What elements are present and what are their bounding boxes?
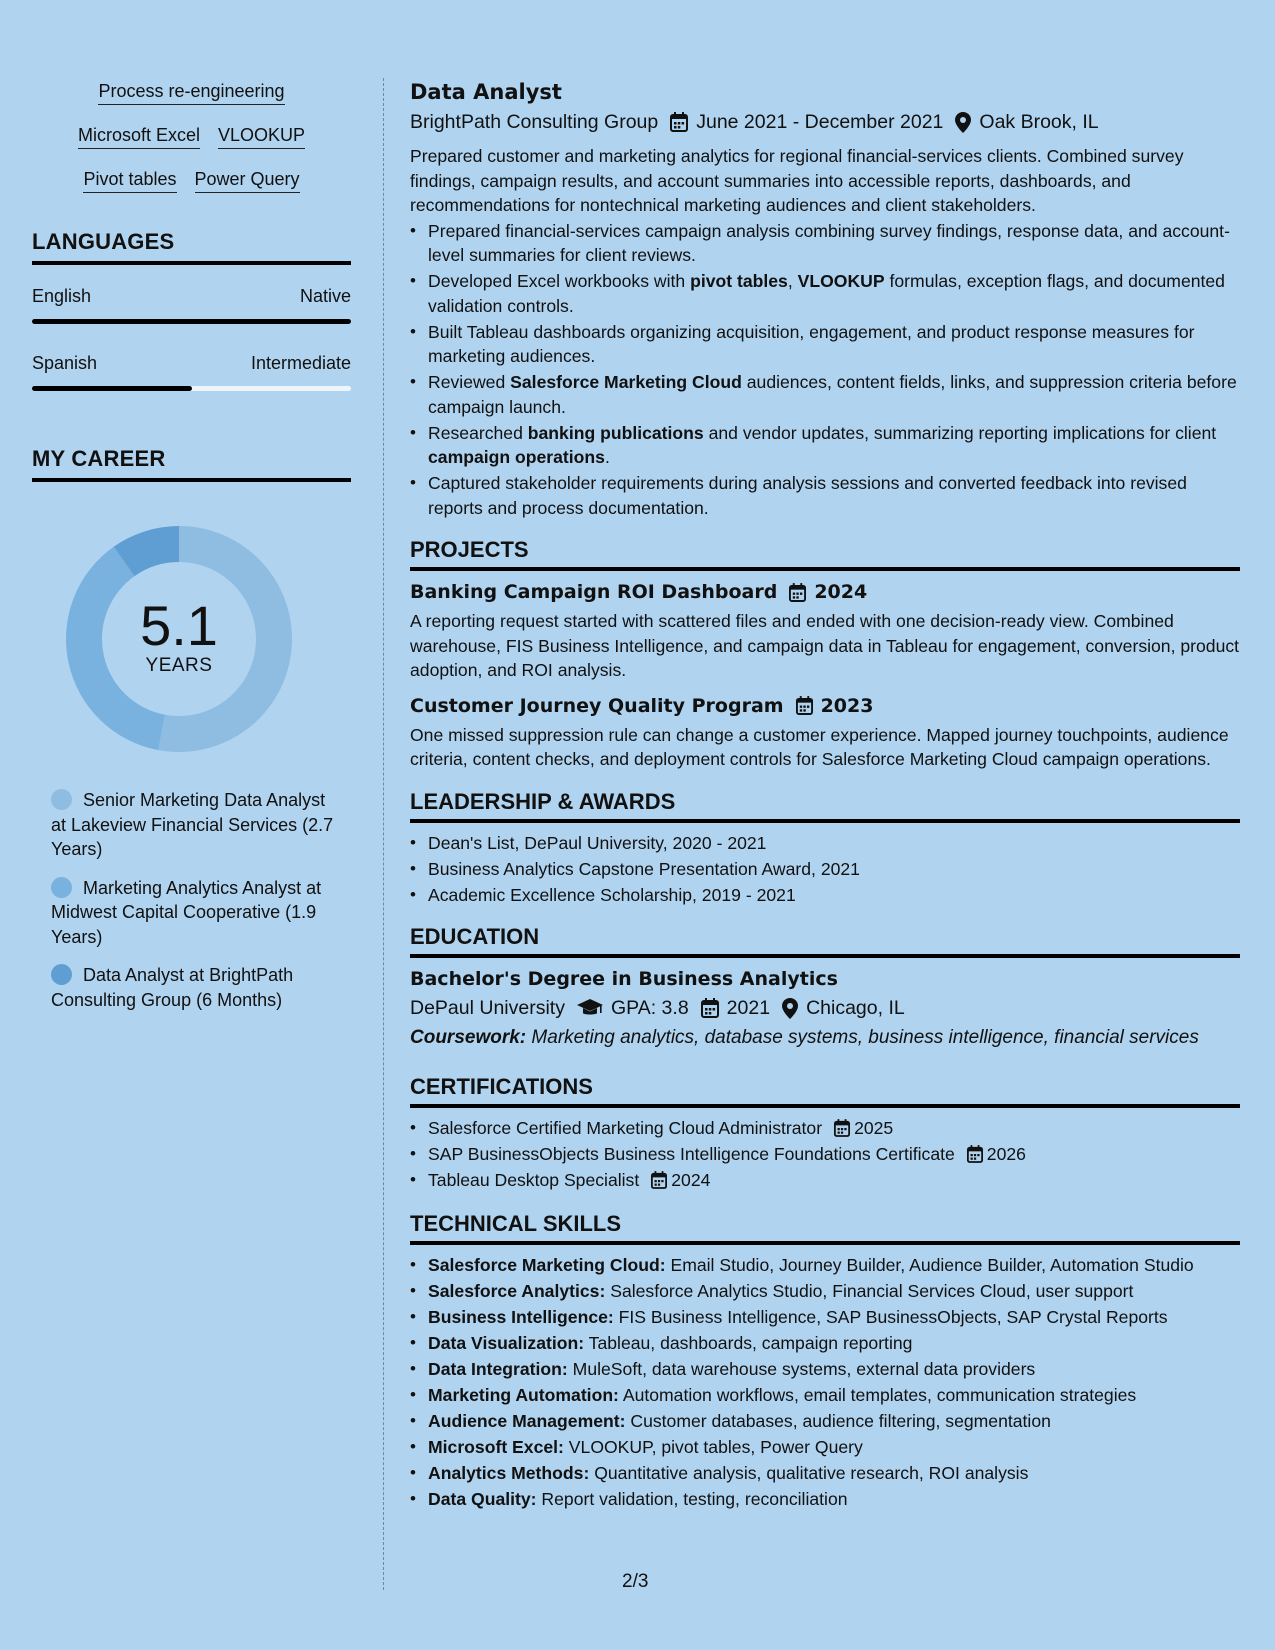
skill-values: Report validation, testing, reconciliation	[536, 1489, 848, 1509]
skill-tag: Power Query	[195, 168, 300, 193]
certification-item	[410, 1116, 1240, 1141]
language-proficiency-fill	[32, 319, 351, 324]
language-item	[32, 352, 351, 391]
skill-values: MuleSoft, data warehouse systems, external data providers	[567, 1359, 1036, 1379]
project-title: Banking Campaign ROI Dashboard	[410, 581, 778, 603]
certifications-heading: CERTIFICATIONS	[410, 1073, 1240, 1108]
skill-values: FIS Business Intelligence, SAP BusinessObjects, SAP Crystal Reports	[613, 1307, 1168, 1327]
leadership-item: • Academic Excellence Scholarship, 2019 - 2021	[410, 883, 1240, 908]
technical-skill-item	[410, 1435, 1240, 1460]
bullet-text: Developed Excel workbooks with	[428, 271, 691, 291]
career-legend-text: Senior Marketing Data Analyst at Lakeview Financial Services (2.7 Years)	[51, 790, 334, 859]
bullet-emphasis: campaign operations	[428, 447, 605, 467]
gpa: GPA: 3.8	[610, 997, 689, 1019]
location-pin-icon	[782, 998, 798, 1019]
job-summary: Prepared customer and marketing analytics for regional financial-services clients. Combined survey findings, campaign results, and account summaries into accessible reports, dashboards, and recommendations for nontechnical marketing audiences and client stakeholders.	[410, 146, 1184, 215]
column-divider	[383, 78, 384, 1590]
job-bullet	[410, 219, 1240, 268]
career-total-unit: YEARS	[145, 655, 213, 676]
project-year: 2024	[814, 581, 868, 603]
skill-tag: Process re-engineering	[98, 80, 284, 105]
skill-category: Microsoft Excel:	[428, 1437, 564, 1457]
career-heading: MY CAREER	[32, 446, 351, 482]
legend-dot-icon	[51, 877, 72, 898]
skill-tag: Microsoft Excel	[78, 124, 200, 149]
skill-values: VLOOKUP, pivot tables, Power Query	[563, 1437, 863, 1457]
calendar-icon	[651, 1171, 667, 1189]
job-title: Data Analyst	[410, 80, 562, 104]
language-name: Spanish	[32, 353, 98, 373]
company-name: BrightPath Consulting Group	[410, 111, 659, 133]
certification-year: 2024	[671, 1169, 711, 1190]
technical-skill-item	[410, 1461, 1240, 1486]
language-level: Native	[299, 286, 351, 306]
leadership-heading: LEADERSHIP & AWARDS	[410, 788, 1240, 823]
education-meta	[410, 994, 1240, 1022]
job-bullet	[410, 370, 1240, 419]
coursework-text: Marketing analytics, database systems, business intelligence, financial services	[526, 1027, 1199, 1048]
bullet-text: Built Tableau dashboards organizing acquisition, engagement, and product response measures for marketing audiences.	[428, 321, 1195, 366]
language-proficiency-bar	[32, 319, 351, 324]
education-location: Chicago, IL	[806, 997, 905, 1019]
tag-row	[32, 124, 351, 149]
projects-heading: PROJECTS	[410, 536, 1240, 571]
technical-skill-item	[410, 1487, 1240, 1512]
technical-skill-item	[410, 1305, 1240, 1330]
skill-category: Salesforce Marketing Cloud:	[428, 1255, 666, 1275]
bullet-text: Reviewed	[428, 372, 511, 392]
certification-item	[410, 1168, 1240, 1193]
technical-skills-list	[410, 1253, 1240, 1512]
technical-skills-heading: TECHNICAL SKILLS	[410, 1210, 1240, 1245]
skill-category: Marketing Automation:	[428, 1385, 619, 1405]
coursework-label: Coursework:	[410, 1027, 527, 1048]
bullet-text: formulas, exception flags, and documented validation controls.	[428, 271, 1225, 316]
bullet-emphasis: Salesforce Marketing Cloud	[510, 372, 742, 392]
sidebar	[32, 80, 351, 1026]
graduation-cap-icon	[577, 999, 603, 1017]
career-legend-item	[51, 788, 341, 862]
skill-values: Email Studio, Journey Builder, Audience Builder, Automation Studio	[665, 1255, 1194, 1275]
career-legend-item	[51, 963, 341, 1012]
career-total-years: 5.1	[140, 594, 218, 657]
leadership-list	[410, 831, 1240, 908]
page-number: 2/3	[622, 1571, 649, 1592]
job-bullet	[410, 421, 1240, 470]
donut-center	[66, 526, 292, 752]
bullet-text: Captured stakeholder requirements during analysis sessions and converted feedback into revised reports and process documentation.	[428, 473, 1187, 518]
job-location: Oak Brook, IL	[979, 111, 1099, 133]
leadership-item: • Dean's List, DePaul University, 2020 - 2021	[410, 831, 1240, 856]
project-item	[410, 693, 1240, 772]
language-proficiency-bar	[32, 386, 351, 391]
career-legend-text: Marketing Analytics Analyst at Midwest Capital Cooperative (1.9 Years)	[51, 877, 322, 947]
certifications-list	[410, 1116, 1240, 1193]
career-legend-item	[51, 876, 341, 950]
calendar-icon	[789, 583, 806, 602]
bullet-emphasis: VLOOKUP	[797, 271, 885, 291]
technical-skill-item	[410, 1383, 1240, 1408]
bullet-text: Prepared financial-services campaign analysis combining survey findings, response data, and account-level summaries for client reviews.	[428, 220, 1230, 265]
coursework	[410, 1026, 1240, 1051]
skill-category: Business Intelligence:	[428, 1307, 614, 1327]
job-bullet	[410, 269, 1240, 318]
bullet-text: Researched	[428, 422, 528, 443]
calendar-icon	[701, 998, 719, 1018]
location-pin-icon	[955, 112, 971, 133]
skill-tags	[32, 80, 351, 193]
leadership-item: • Business Analytics Capstone Presentation Award, 2021	[410, 857, 1240, 882]
certification-name: • Salesforce Certified Marketing Cloud Administrator	[428, 1117, 823, 1138]
graduation-year: 2021	[726, 997, 771, 1019]
skill-category: Audience Management:	[428, 1411, 626, 1431]
tag-row	[32, 168, 351, 193]
technical-skill-item	[410, 1409, 1240, 1434]
skill-values: Customer databases, audience filtering, segmentation	[625, 1411, 1051, 1431]
skill-values: Tableau, dashboards, campaign reporting	[584, 1333, 913, 1353]
job-bullet	[410, 471, 1240, 520]
language-item	[32, 285, 351, 324]
calendar-icon	[796, 696, 813, 715]
skill-values: Automation workflows, email templates, communication strategies	[618, 1385, 1137, 1405]
certification-item	[410, 1142, 1240, 1167]
certification-name: • SAP BusinessObjects Business Intelligence Foundations Certificate	[428, 1143, 955, 1164]
certification-name: • Tableau Desktop Specialist	[428, 1169, 640, 1190]
job-meta	[410, 108, 1240, 136]
skill-tag: VLOOKUP	[218, 124, 305, 149]
bullet-emphasis: pivot tables	[690, 271, 788, 291]
bullet-text: and vendor updates, summarizing reporting implications for client	[703, 422, 1217, 443]
skill-tag: Pivot tables	[83, 168, 176, 193]
technical-skill-item	[410, 1331, 1240, 1356]
certification-year: 2026	[986, 1143, 1026, 1164]
project-description: A reporting request started with scattered files and ended with one decision-ready view. Combined warehouse, FIS Business Intelligence, and campaign data in Tableau for engagement, conversion, product adoption, and ROI analysis.	[410, 611, 1240, 680]
project-description: One missed suppression rule can change a customer experience. Mapped journey touchpoints, audience criteria, content checks, and deployment controls for Salesforce Marketing Cloud campaign operations.	[410, 724, 1229, 769]
calendar-icon	[967, 1145, 983, 1163]
project-year: 2023	[820, 694, 874, 717]
skill-category: Data Integration:	[428, 1359, 568, 1379]
certification-year: 2025	[854, 1117, 894, 1138]
skill-category: Data Visualization:	[428, 1333, 585, 1353]
calendar-icon	[834, 1119, 850, 1137]
job-bullet	[410, 320, 1240, 369]
bullet-emphasis: banking publications	[527, 422, 704, 443]
technical-skill-item	[410, 1279, 1240, 1304]
bullet-text: ,	[787, 271, 798, 291]
job-dates: June 2021 - December 2021	[696, 111, 944, 133]
degree-title: Bachelor's Degree in Business Analytics	[410, 968, 838, 990]
language-name: English	[32, 286, 92, 306]
skill-values: Salesforce Analytics Studio, Financial Services Cloud, user support	[605, 1281, 1134, 1301]
skill-category: Data Quality:	[428, 1489, 537, 1509]
technical-skill-item	[410, 1357, 1240, 1382]
language-level: Intermediate	[250, 353, 351, 373]
languages-heading: LANGUAGES	[32, 229, 351, 265]
language-proficiency-fill	[32, 386, 192, 391]
career-legend	[51, 788, 341, 1012]
legend-dot-icon	[51, 964, 72, 985]
calendar-icon	[670, 112, 688, 132]
main-content	[410, 78, 1240, 1513]
bullet-text: .	[604, 447, 610, 467]
career-legend-text: Data Analyst at BrightPath Consulting Group (6 Months)	[51, 965, 294, 1010]
technical-skill-item	[410, 1253, 1240, 1278]
project-title-row	[410, 579, 1240, 605]
project-title: Customer Journey Quality Program	[410, 694, 784, 717]
legend-dot-icon	[51, 789, 72, 810]
project-item	[410, 579, 1240, 683]
job-bullets	[410, 219, 1240, 521]
bullet-text: audiences, content fields, links, and suppression criteria before campaign launch.	[428, 372, 1237, 417]
education-heading: EDUCATION	[410, 923, 1240, 958]
skill-values: Quantitative analysis, qualitative research, ROI analysis	[589, 1463, 1029, 1483]
skill-category: Salesforce Analytics:	[428, 1281, 606, 1301]
skill-category: Analytics Methods:	[428, 1463, 590, 1483]
languages-list	[32, 285, 351, 391]
project-title-row	[410, 693, 1240, 719]
tag-row	[32, 80, 351, 105]
school-name: DePaul University	[410, 997, 565, 1019]
career-donut-chart	[66, 526, 292, 752]
